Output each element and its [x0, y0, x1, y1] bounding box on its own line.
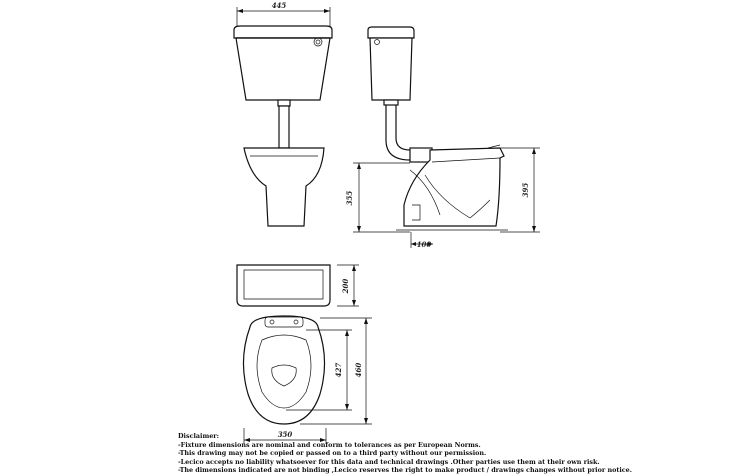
bowl-front	[244, 148, 324, 226]
flush-pipe-front	[278, 100, 290, 148]
cistern-plan	[237, 265, 359, 306]
dimension-label-427: 427	[334, 362, 343, 378]
disclaimer-heading: Disclaimer:	[178, 432, 220, 440]
front-elevation	[234, 1, 332, 226]
flush-pipe-side	[386, 105, 432, 162]
dimension-label-445: 445	[271, 1, 287, 10]
disclaimer-line: -This drawing may not be copied or passed on to a third party without our permission.	[178, 449, 487, 458]
bowl-plan	[243, 316, 372, 444]
dimension-bowl-height-inner	[345, 163, 410, 232]
dimension-label-350: 350	[277, 430, 293, 439]
cistern-side	[368, 27, 414, 105]
disclaimer-line: -Lecico accepts no liability whatsoever for this data and technical drawings .Other parties use them at their own risk.	[178, 457, 600, 466]
disclaimer	[178, 432, 738, 475]
dimension-cistern-width	[237, 1, 330, 28]
dimension-label-200: 200	[341, 278, 350, 294]
cistern-front	[234, 26, 332, 100]
dimension-label-395: 395	[521, 182, 530, 198]
dimension-label-100: 100	[416, 240, 432, 249]
disclaimer-line: -The dimensions indicated are not binding ,Lecico reserves the right to make product / drawings changes without prior notice.	[178, 466, 632, 475]
side-elevation	[345, 27, 540, 249]
plan-views	[237, 265, 372, 444]
dimension-label-460: 460	[354, 362, 363, 378]
dimension-label-355: 355	[345, 190, 354, 206]
dimension-bowl-height-outer	[500, 148, 540, 232]
dimension-trap-offset	[411, 232, 433, 249]
disclaimer-line: -Fixture dimensions are nominal and conform to tolerances as per European Norms.	[178, 440, 481, 449]
